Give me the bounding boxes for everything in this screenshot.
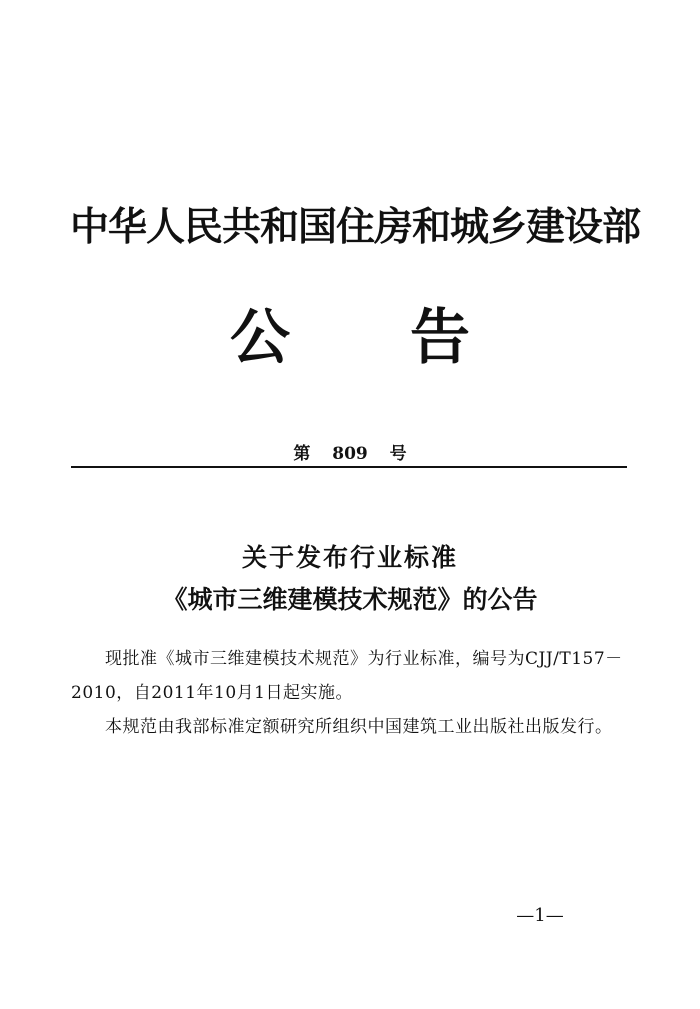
page-number: —1— (516, 905, 564, 926)
subject-line-1: 关于发布行业标准 (241, 543, 458, 572)
header-divider (71, 466, 627, 468)
ministry-name: 中华人民共和国住房和城乡建设部 (70, 204, 641, 250)
body-paragraph-1: 现批准《城市三维建模技术规范》为行业标准，编号为CJJ/T157－2010，自2011年10月1日起实施。 (71, 649, 623, 703)
notice-title-char-1: 公 (230, 303, 290, 373)
notice-title-char-2: 告 (410, 303, 470, 373)
document-number-suffix: 号 (389, 444, 407, 464)
notice-title (230, 290, 470, 376)
document-number (70, 439, 630, 464)
subject-line-2: 《城市三维建模技术规范》的公告 (162, 585, 538, 614)
document-number-value: 809 (332, 444, 368, 464)
body-paragraph-2: 本规范由我部标准定额研究所组织中国建筑工业出版社出版发行。 (105, 717, 613, 737)
document-number-prefix: 第 (293, 444, 311, 464)
